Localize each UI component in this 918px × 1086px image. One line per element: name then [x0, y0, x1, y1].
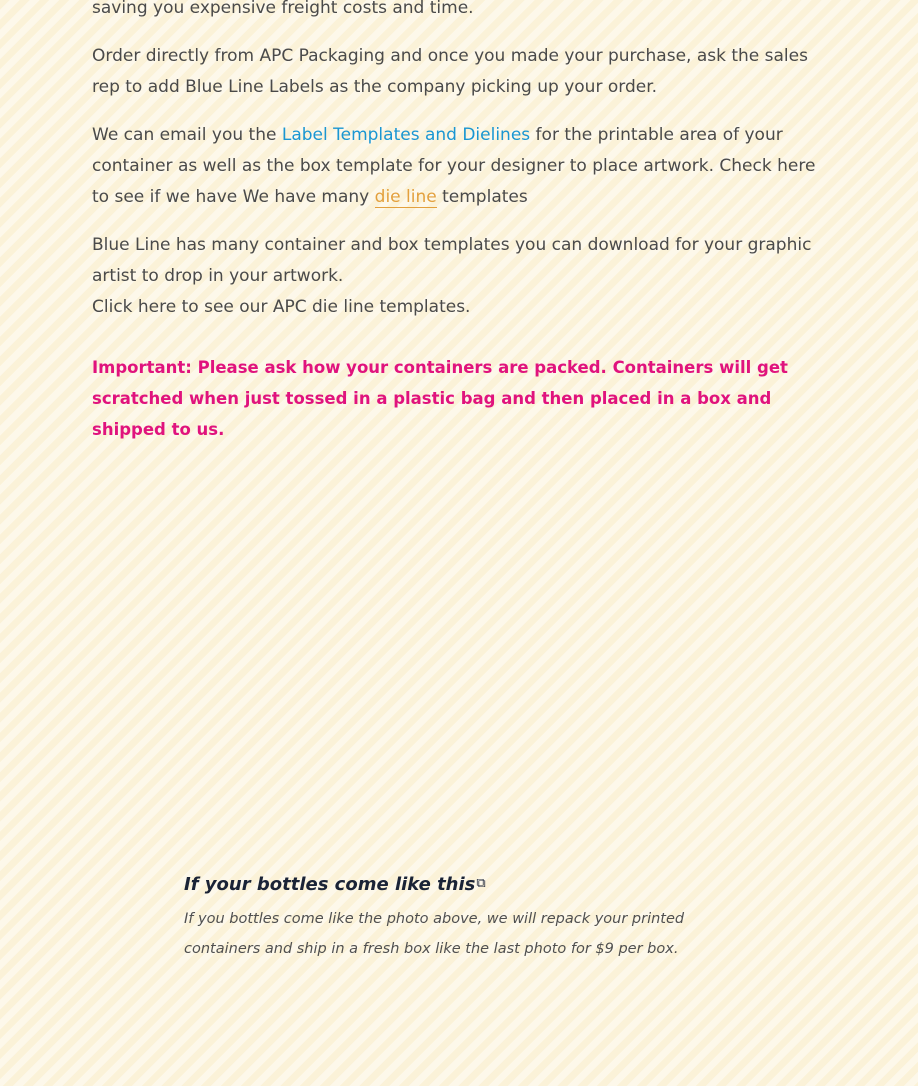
- paragraph-freight: saving you expensive freight costs and time.: [92, 0, 474, 18]
- blue-line-block: [92, 230, 818, 323]
- paragraph-click-here[interactable]: Click here to see our APC die line templates.: [92, 297, 471, 317]
- caption-title: [184, 870, 724, 899]
- caption-text: If you bottles come like the photo above, we will repack your printed containers and ship in a fresh box like the last photo for $9 per box.: [184, 911, 685, 957]
- email-text-before: We can email you the: [92, 125, 282, 145]
- paragraph-blue-line: Blue Line has many container and box templates you can download for your graphic artist to drop in your artwork.: [92, 235, 812, 286]
- label-templates-link[interactable]: Label Templates and Dielines: [281, 125, 531, 145]
- email-text-middle: for the printable area of your container as well as the box template for your designer to place artwork. Check here to see if we have We have many: [92, 125, 816, 207]
- email-text-after: templates: [436, 187, 528, 207]
- paragraph-order: Order directly from APC Packaging and once you made your purchase, ask the sales rep to add Blue Line Labels as the company picking up your order.: [92, 46, 808, 97]
- media-area: [92, 430, 818, 850]
- important-notice: Important: Please ask how your containers are packed. Containers will get scratched when just tossed in a plastic bag and then placed in a box and shipped to us.: [92, 358, 788, 439]
- die-line-link[interactable]: die line: [374, 187, 437, 207]
- caption-title-text: If your bottles come like this: [184, 874, 476, 895]
- external-link-icon[interactable]: ⧉: [476, 876, 486, 891]
- image-caption: [184, 870, 724, 964]
- paragraph-email-templates: [92, 120, 818, 213]
